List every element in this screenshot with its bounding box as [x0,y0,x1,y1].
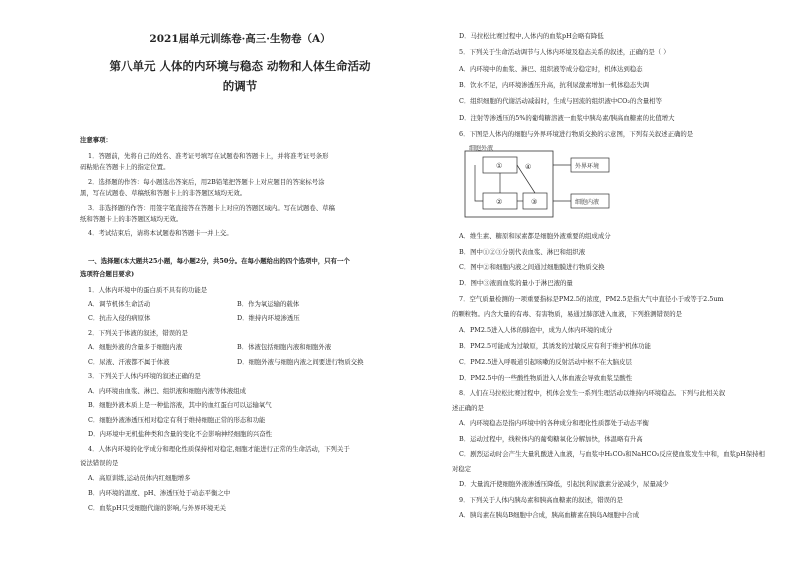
q1-stem: 1．人体内环境中的蛋白质不具有的功能是 [88,286,208,294]
q3-option-c: C．细胞外液渗透压相对稳定有利于维持细胞正常的形态和功能 [88,416,266,424]
q4-stem-2: 说法错误的是 [80,459,119,467]
q5-option-c: C．组织细胞的代谢活动减弱时，生成与回流的组织液中CO₂的含量相等 [459,97,662,105]
q2-stem: 2．下列关于体液的叙述，错误的是 [88,329,188,337]
q9-option-a: A．胰岛素在胰岛B细胞中合成，胰高血糖素在胰岛A细胞中合成 [459,511,640,519]
q9-stem: 9．下列关于人体内胰岛素和胰高血糖素的叙述，错误的是 [459,496,623,504]
q7-option-d: D．PM2.5中的一些酸性物质进入人体血液会导致血浆呈酸性 [459,374,633,382]
q8-option-c-1: C．剧烈运动时会产生大量乳酸进入血液，与血浆中H₂CO₃和NaHCO₃反应使血浆发生中和，血浆pH保持相 [459,450,765,458]
q5-option-a: A．内环境中的血浆、淋巴、组织液等成分稳定时，机体达到稳态 [459,65,643,73]
q2-option-b: B．体液包括细胞内液和细胞外液 [237,343,332,351]
label-3: ③ [531,198,538,206]
q2-option-a: A．细胞外液的含量多于细胞内液 [88,343,183,351]
arrow-loop [475,165,483,201]
outer-environment-label: 外界环境 [575,164,600,170]
notes-heading: 注意事项： [80,136,112,144]
q2-option-d: D．细胞外液与细胞内液之间要进行物质交换 [237,358,364,366]
q6-option-b: B．图中①②③分别代表血浆、淋巴和组织液 [459,248,586,256]
section-heading-1: 一、选择题(本大题共25小题，每小题2分，共50分。在每小题给出的四个选项中，只有一个 [88,257,350,265]
note-1b: 码粘贴在答题卡上的指定位置。 [80,163,170,171]
note-3b: 纸和答题卡上的非答题区域均无效。 [80,215,183,223]
q6-stem: 6．下图是人体内的细胞与外界环境进行物质交换的示意图，下列有关叙述正确的是 [459,130,694,138]
q8-option-d: D．大量流汗使细胞外液渗透压降低，引起抗利尿激素分泌减少，尿量减少 [459,480,669,488]
intracellular-fluid-label: 细胞内液 [575,200,600,206]
q1-option-b: B．作为氧运输的载体 [237,300,300,308]
q5-option-b: B．饮水不足，内环境渗透压升高，抗利尿激素增加一机体稳态失调 [459,81,650,89]
q2-option-c: C．尿液、汗液都不属于体液 [88,358,170,366]
q7-option-c: C．PM2.5进入呼吸道引起咳嗽的反射活动中枢不在大脑皮层 [459,358,632,366]
section-heading-2: 选项符合题目要求) [80,270,135,278]
q4-option-c: C．血浆pH只受细胞代谢的影响,与外界环境无关 [88,504,227,512]
note-2a: 2．选择题的作答：每小题选出答案后，用2B铅笔把答题卡上对应题目的答案标号涂 [88,178,325,186]
note-2b: 黑，写在试题卷、草稿纸和答题卡上的非答题区域均无效。 [80,189,247,197]
document-title: 2021届单元训练卷·高三·生物卷（A） [149,33,331,45]
q1-option-a: A．调节机体生命活动 [88,300,151,308]
q8-stem-2: 述正确的是 [452,404,484,412]
label-2: ② [496,198,503,206]
q3-option-a: A．内环境由血浆、淋巴、组织液和细胞内液等体液组成 [88,387,246,395]
extracellular-fluid-box [465,151,553,217]
q6-option-c: C．图中②和细胞内液之间通过细胞膜进行物质交换 [459,263,605,271]
unit-title-line1: 第八单元 人体的内环境与稳态 动物和人体生命活动 [109,59,371,73]
q7-stem-2: 的颗粒物。内含大量的有毒、有害物质，易通过肺部进入血液，下列推测错误的是 [452,310,683,318]
note-1a: 1．答题前，先将自己的姓名、准考证号填写在试题卷和答题卡上，并将准考证号条形 [88,152,329,160]
q8-stem-1: 8．人们在马拉松比赛过程中，机体会发生一系列生理活动以维持内环境稳态。下列与此相关叙 [459,389,726,397]
q1-option-c: C．抗击入侵的病原体 [88,314,151,322]
note-4: 4．考试结束后，请将本试题卷和答题卡一并上交。 [88,229,233,237]
q8-option-c-2: 对稳定 [452,465,472,473]
q4-option-a: A．高原训练,运动员体内红细胞增多 [88,474,191,482]
q4-option-b: B．内环境的温度、pH、渗透压处于动态平衡之中 [88,489,231,497]
label-4: ④ [525,163,532,171]
q8-option-a: A．内环境稳态是指内环境中的各种成分和理化性质都处于动态平衡 [459,419,649,427]
q8-option-b: B．运动过程中，线粒体内的葡萄糖氧化分解加快，体温略有升高 [459,435,643,443]
q5-stem: 5．下列关于生命活动调节与人体内环境及稳态关系的叙述，正确的是（ ） [459,48,670,56]
q3-option-b: B．细胞外液本质上是一种盐溶液，其中的血红蛋白可以运输氧气 [88,401,272,409]
q4-option-d: D．马拉松比赛过程中,人体内的血浆pH会略有降低 [459,32,604,40]
unit-title [80,56,400,96]
q3-stem: 3．下列关于人体内环境的叙述正确的是 [88,372,201,380]
q6-option-d: D．图中③液面血浆的量小于淋巴液的量 [459,279,573,287]
q4-stem-1: 4．人体内环境的化学成分和理化性质保持相对稳定,细胞才能进行正常的生命活动，下列关于 [88,445,350,453]
q7-option-a: A．PM2.5进入人体的肺泡中，成为人体内环境的成分 [459,326,613,334]
unit-title-line2: 的调节 [222,79,258,93]
q3-option-d: D．内环境中无机盐种类和含量的变化不会影响神经细胞的兴奋性 [88,430,273,438]
q6-option-a: A．维生素、糖原和尿素都是细胞外液重要的组成成分 [459,232,611,240]
q7-option-b: B．PM2.5可能成为过敏原，其诱发的过敏反应有利于维护机体功能 [459,342,651,350]
extracellular-fluid-label: 细胞外液 [469,146,494,152]
q5-option-d: D．注射等渗透压的5%的葡萄糖溶液一血浆中胰岛素/胰高血糖素的比值增大 [459,114,675,122]
q7-stem-1: 7．空气质量检测的一项重要指标是PM2.5的浓度，PM2.5是指大气中直径小于或等于2.5um [459,295,724,303]
body-fluid-exchange-diagram [463,145,613,222]
label-1: ① [496,162,503,170]
note-3a: 3．非选择题的作答：用签字笔直接答在答题卡上对应的答题区域内。写在试题卷、草稿 [88,204,335,212]
q1-option-d: D．维持内环境渗透压 [237,314,300,322]
